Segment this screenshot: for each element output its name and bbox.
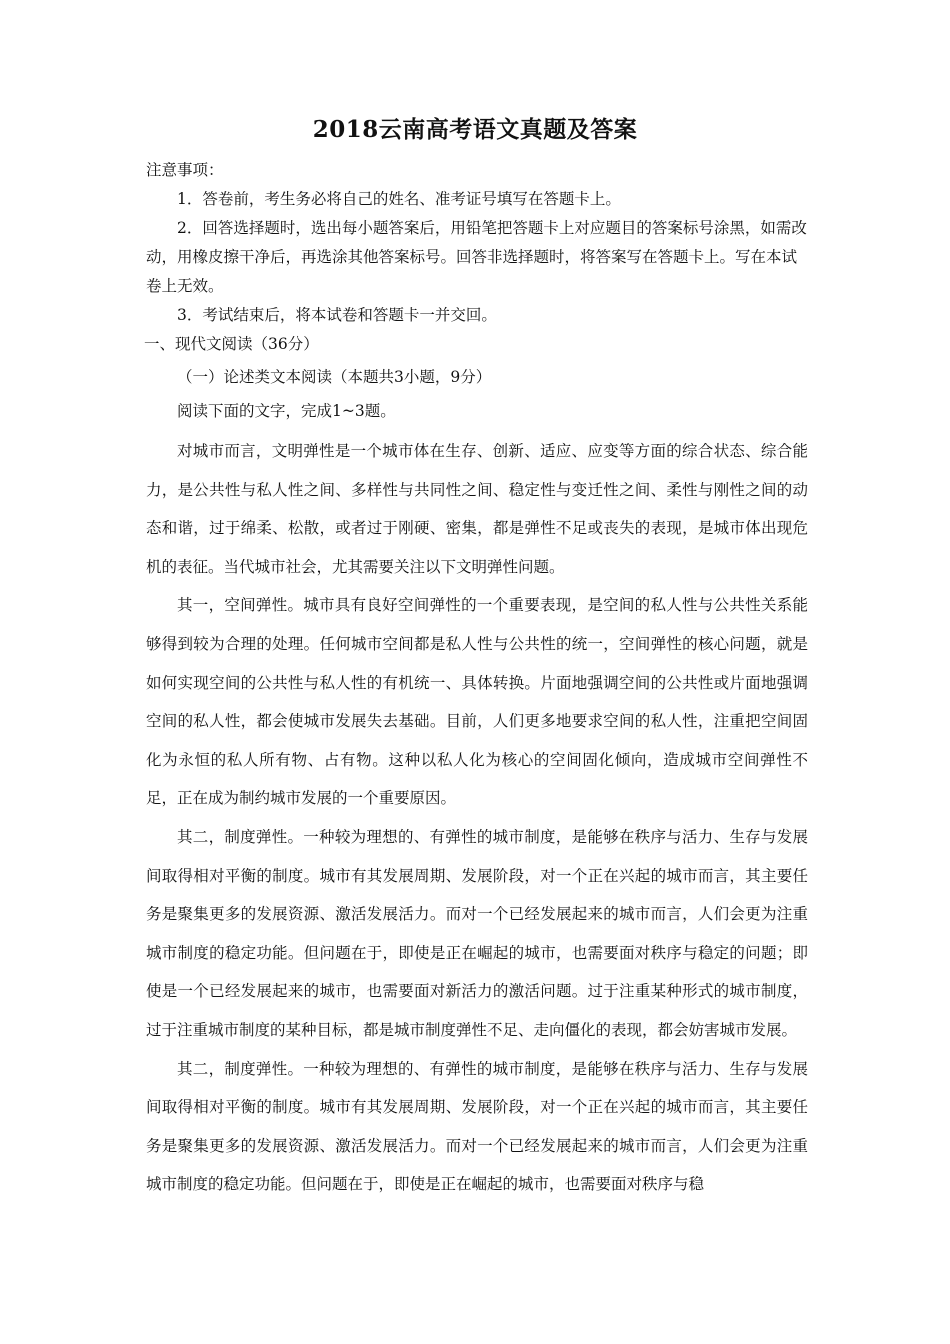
- notice-item-2: 2．回答选择题时，选出每小题答案后，用铅笔把答题卡上对应题目的答案标号涂黑，如需改动，用橡皮擦干净后，再选涂其他答案标号。回答非选择题时，将答案写在答题卡上。写在本试卷上无效。: [146, 219, 807, 295]
- passage-paragraph: 对城市而言，文明弹性是一个城市体在生存、创新、适应、应变等方面的综合状态、综合能力，是公共性与私人性之间、多样性与共同性之间、稳定性与变迁性之间、柔性与刚性之间的动态和谐，过于绵柔、松散，或者过于刚硬、密集，都是弹性不足或丧失的表现，是城市体出现危机的表征。当代城市社会，尤其需要关注以下文明弹性问题。: [146, 442, 808, 576]
- passage-paragraph: 其一，空间弹性。城市具有良好空间弹性的一个重要表现，是空间的私人性与公共性关系能够得到较为合理的处理。任何城市空间都是私人性与公共性的统一，空间弹性的核心问题，就是如何实现空间的公共性与私人性的有机统一、具体转换。片面地强调空间的公共性或片面地强调空间的私人性，都会使城市发展失去基础。目前，人们更多地要求空间的私人性，注重把空间固化为永恒的私人所有物、占有物。这种以私人化为核心的空间固化倾向，造成城市空间弹性不足，正在成为制约城市发展的一个重要原因。: [146, 596, 808, 808]
- passage: [146, 432, 808, 1204]
- subsection-heading: （一）论述类文本阅读（本题共3小题，9分）: [177, 368, 492, 386]
- notice-item-1: 1．答卷前，考生务必将自己的姓名、准考证号填写在答题卡上。: [177, 190, 621, 208]
- reading-instruction: 阅读下面的文字，完成1~3题。: [177, 402, 396, 420]
- document-content: [146, 156, 808, 1204]
- notice-block: [146, 156, 808, 426]
- notice-item-3: 3．考试结束后，将本试卷和答题卡一并交回。: [177, 306, 497, 324]
- notice-heading: 注意事项：: [146, 161, 224, 179]
- document-title: 2018云南高考语文真题及答案: [312, 116, 638, 143]
- passage-paragraph: 其二，制度弹性。一种较为理想的、有弹性的城市制度，是能够在秩序与活力、生存与发展间取得相对平衡的制度。城市有其发展周期、发展阶段，对一个正在兴起的城市而言，其主要任务是聚集更多的发展资源、激活发展活力。而对一个已经发展起来的城市而言，人们会更为注重城市制度的稳定功能。但问题在于，即使是正在崛起的城市，也需要面对秩序与稳定的问题；即使是一个已经发展起来的城市，也需要面对新活力的激活问题。过于注重某种形式的城市制度，过于注重城市制度的某种目标，都是城市制度弹性不足、走向僵化的表现，都会妨害城市发展。: [146, 827, 808, 1039]
- section-heading: 一、现代文阅读（36分）: [144, 335, 319, 353]
- passage-paragraph: 其二，制度弹性。一种较为理想的、有弹性的城市制度，是能够在秩序与活力、生存与发展间取得相对平衡的制度。城市有其发展周期、发展阶段，对一个正在兴起的城市而言，其主要任务是聚集更多的发展资源、激活发展活力。而对一个已经发展起来的城市而言，人们会更为注重城市制度的稳定功能。但问题在于，即使是正在崛起的城市，也需要面对秩序与稳: [146, 1059, 808, 1194]
